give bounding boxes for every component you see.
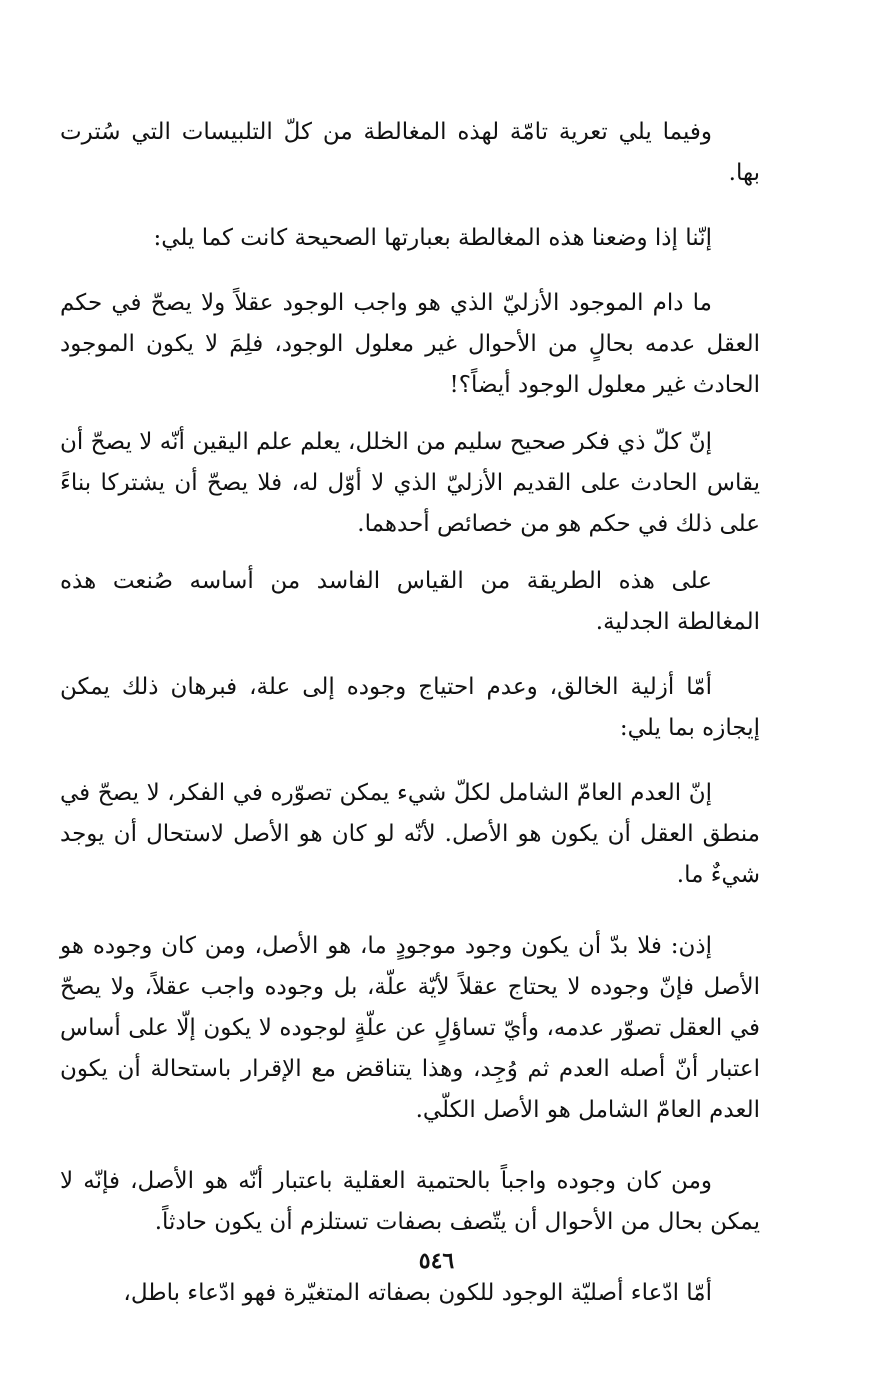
paragraph-3: ما دام الموجود الأزليّ الذي هو واجب الوجود عقلاً ولا يصحّ في حكم العقل عدمه بحالٍ من الأحوال غير معلول الوجود، فلِمَ لا يكون الموجود الحادث غير معلول الوجود أيضاً؟! [60,290,760,398]
paragraph-7: إنّ العدم العامّ الشامل لكلّ شيء يمكن تصوّره في الفكر، لا يصحّ في منطق العقل أن يكون هو الأصل. لأنّه لو كان هو الأصل لاستحال أن يوجد شيءٌ ما. [60,780,760,888]
paragraph-4: إنّ كلّ ذي فكر صحيح سليم من الخلل، يعلم علم اليقين أنّه لا يصحّ أن يقاس الحادث على القديم الأزليّ الذي لا أوّل له، فلا يصحّ أن يشتركا بناءً على ذلك في حكم هو من خصائص أحدهما. [60,429,760,537]
page-number: ٥٤٦ [418,1248,455,1274]
paragraph-5: على هذه الطريقة من القياس الفاسد من أساسه صُنعت هذه المغالطة الجدلية. [60,568,760,635]
paragraph-1: وفيما يلي تعرية تامّة لهذه المغالطة من كلّ التلبيسات التي سُترت بها. [60,119,760,186]
paragraph-9: ومن كان وجوده واجباً بالحتمية العقلية باعتبار أنّه هو الأصل، فإنّه لا يمكن بحال من الأحوال أن يتّصف بصفات تستلزم أن يكون حادثاً. [60,1168,760,1235]
paragraph-6: أمّا أزلية الخالق، وعدم احتياج وجوده إلى علة، فبرهان ذلك يمكن إيجازه بما يلي: [60,674,760,741]
paragraph-2: إنّنا إذا وضعنا هذه المغالطة بعبارتها الصحيحة كانت كما يلي: [153,225,712,251]
paragraph-10: أمّا ادّعاء أصليّة الوجود للكون بصفاته المتغيّرة فهو ادّعاء باطل، [123,1280,712,1306]
page-body [60,112,760,1314]
paragraph-8: إذن: فلا بدّ أن يكون وجود موجودٍ ما، هو الأصل، ومن كان وجوده هو الأصل فإنّ وجوده لا يحتاج عقلاً لأيّة علّة، بل وجوده واجب عقلاً، ولا يصحّ في العقل تصوّر عدمه، وأيّ تساؤلٍ عن علّةٍ لوجوده لا يكون إلّا على أساس اعتبار أنّ أصله العدم ثم وُجِد، وهذا يتناقض مع الإقرار باستحالة أن يكون العدم العامّ الشامل هو الأصل الكلّي. [60,933,760,1123]
